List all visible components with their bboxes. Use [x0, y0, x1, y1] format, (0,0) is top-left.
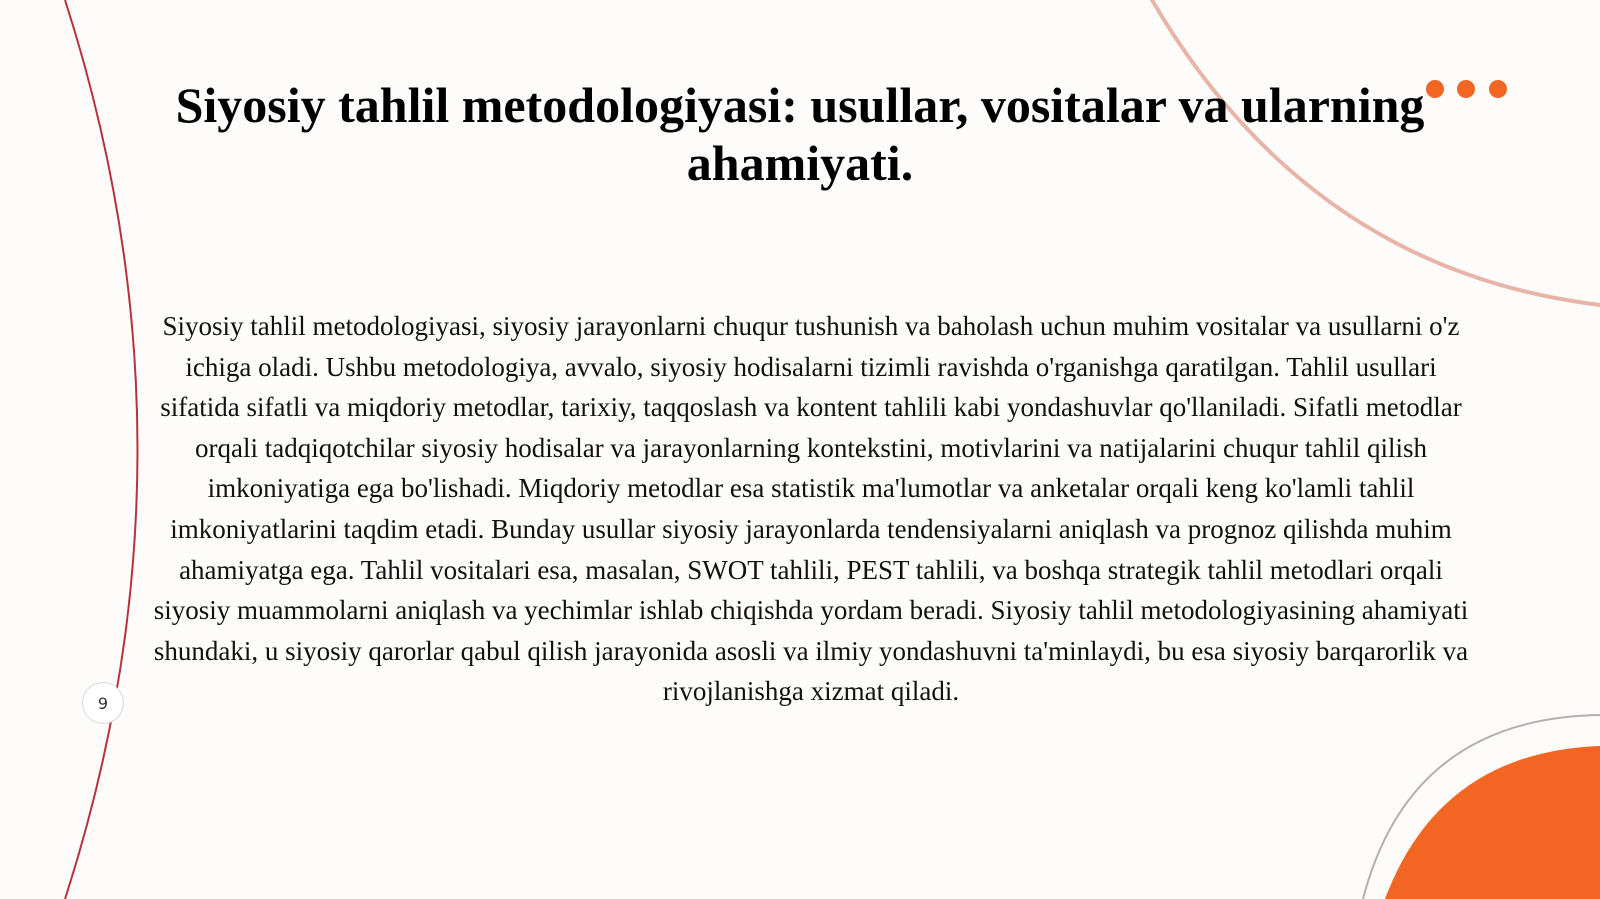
slide-title: Siyosiy tahlil metodologiyasi: usullar, vositalar va ularning ahamiyati.	[175, 77, 1425, 191]
decor-dot	[1489, 80, 1507, 98]
page-number-badge	[82, 682, 124, 724]
page-number: 9	[97, 693, 109, 713]
slide-body-text: Siyosiy tahlil metodologiyasi, siyosiy jarayonlarni chuqur tushunish va baholash uchun muhim vositalar va usullarni o'z ichiga oladi. Ushbu metodologiya, avvalo, siyosiy hodisalarni tizimli ravishda o'rganishga qaratilgan. Tahlil usullari sifatida sifatli va miqdoriy metodlar, tarixiy, taqqoslash va kontent tahlili kabi yondashuvlar qo'llaniladi. Sifatli metodlar orqali tadqiqotchilar siyosiy hodisalar va jarayonlarning kontekstini, motivlarini va natijalarini chuqur tahlil qilish imkoniyatiga ega bo'lishadi. Miqdoriy metodlar esa statistik ma'lumotlar va anketalar orqali keng ko'lamli tahlil imkoniyatlarini taqdim etadi. Bunday usullar siyosiy jarayonlarda tendensiyalarni aniqlash va prognoz qilishda muhim ahamiyatga ega. Tahlil vositalari esa, masalan, SWOT tahlili, PEST tahlili, va boshqa strategik tahlil metodlari orqali siyosiy muammolarni aniqlash va yechimlar ishlab chiqishda yordam beradi. Siyosiy tahlil metodologiyasining ahamiyati shundaki, u siyosiy qarorlar qabul qilish jarayonida asosli va ilmiy yondashuvni ta'minlaydi, bu esa siyosiy barqarorlik va rivojlanishga xizmat qiladi.	[153, 311, 1469, 707]
